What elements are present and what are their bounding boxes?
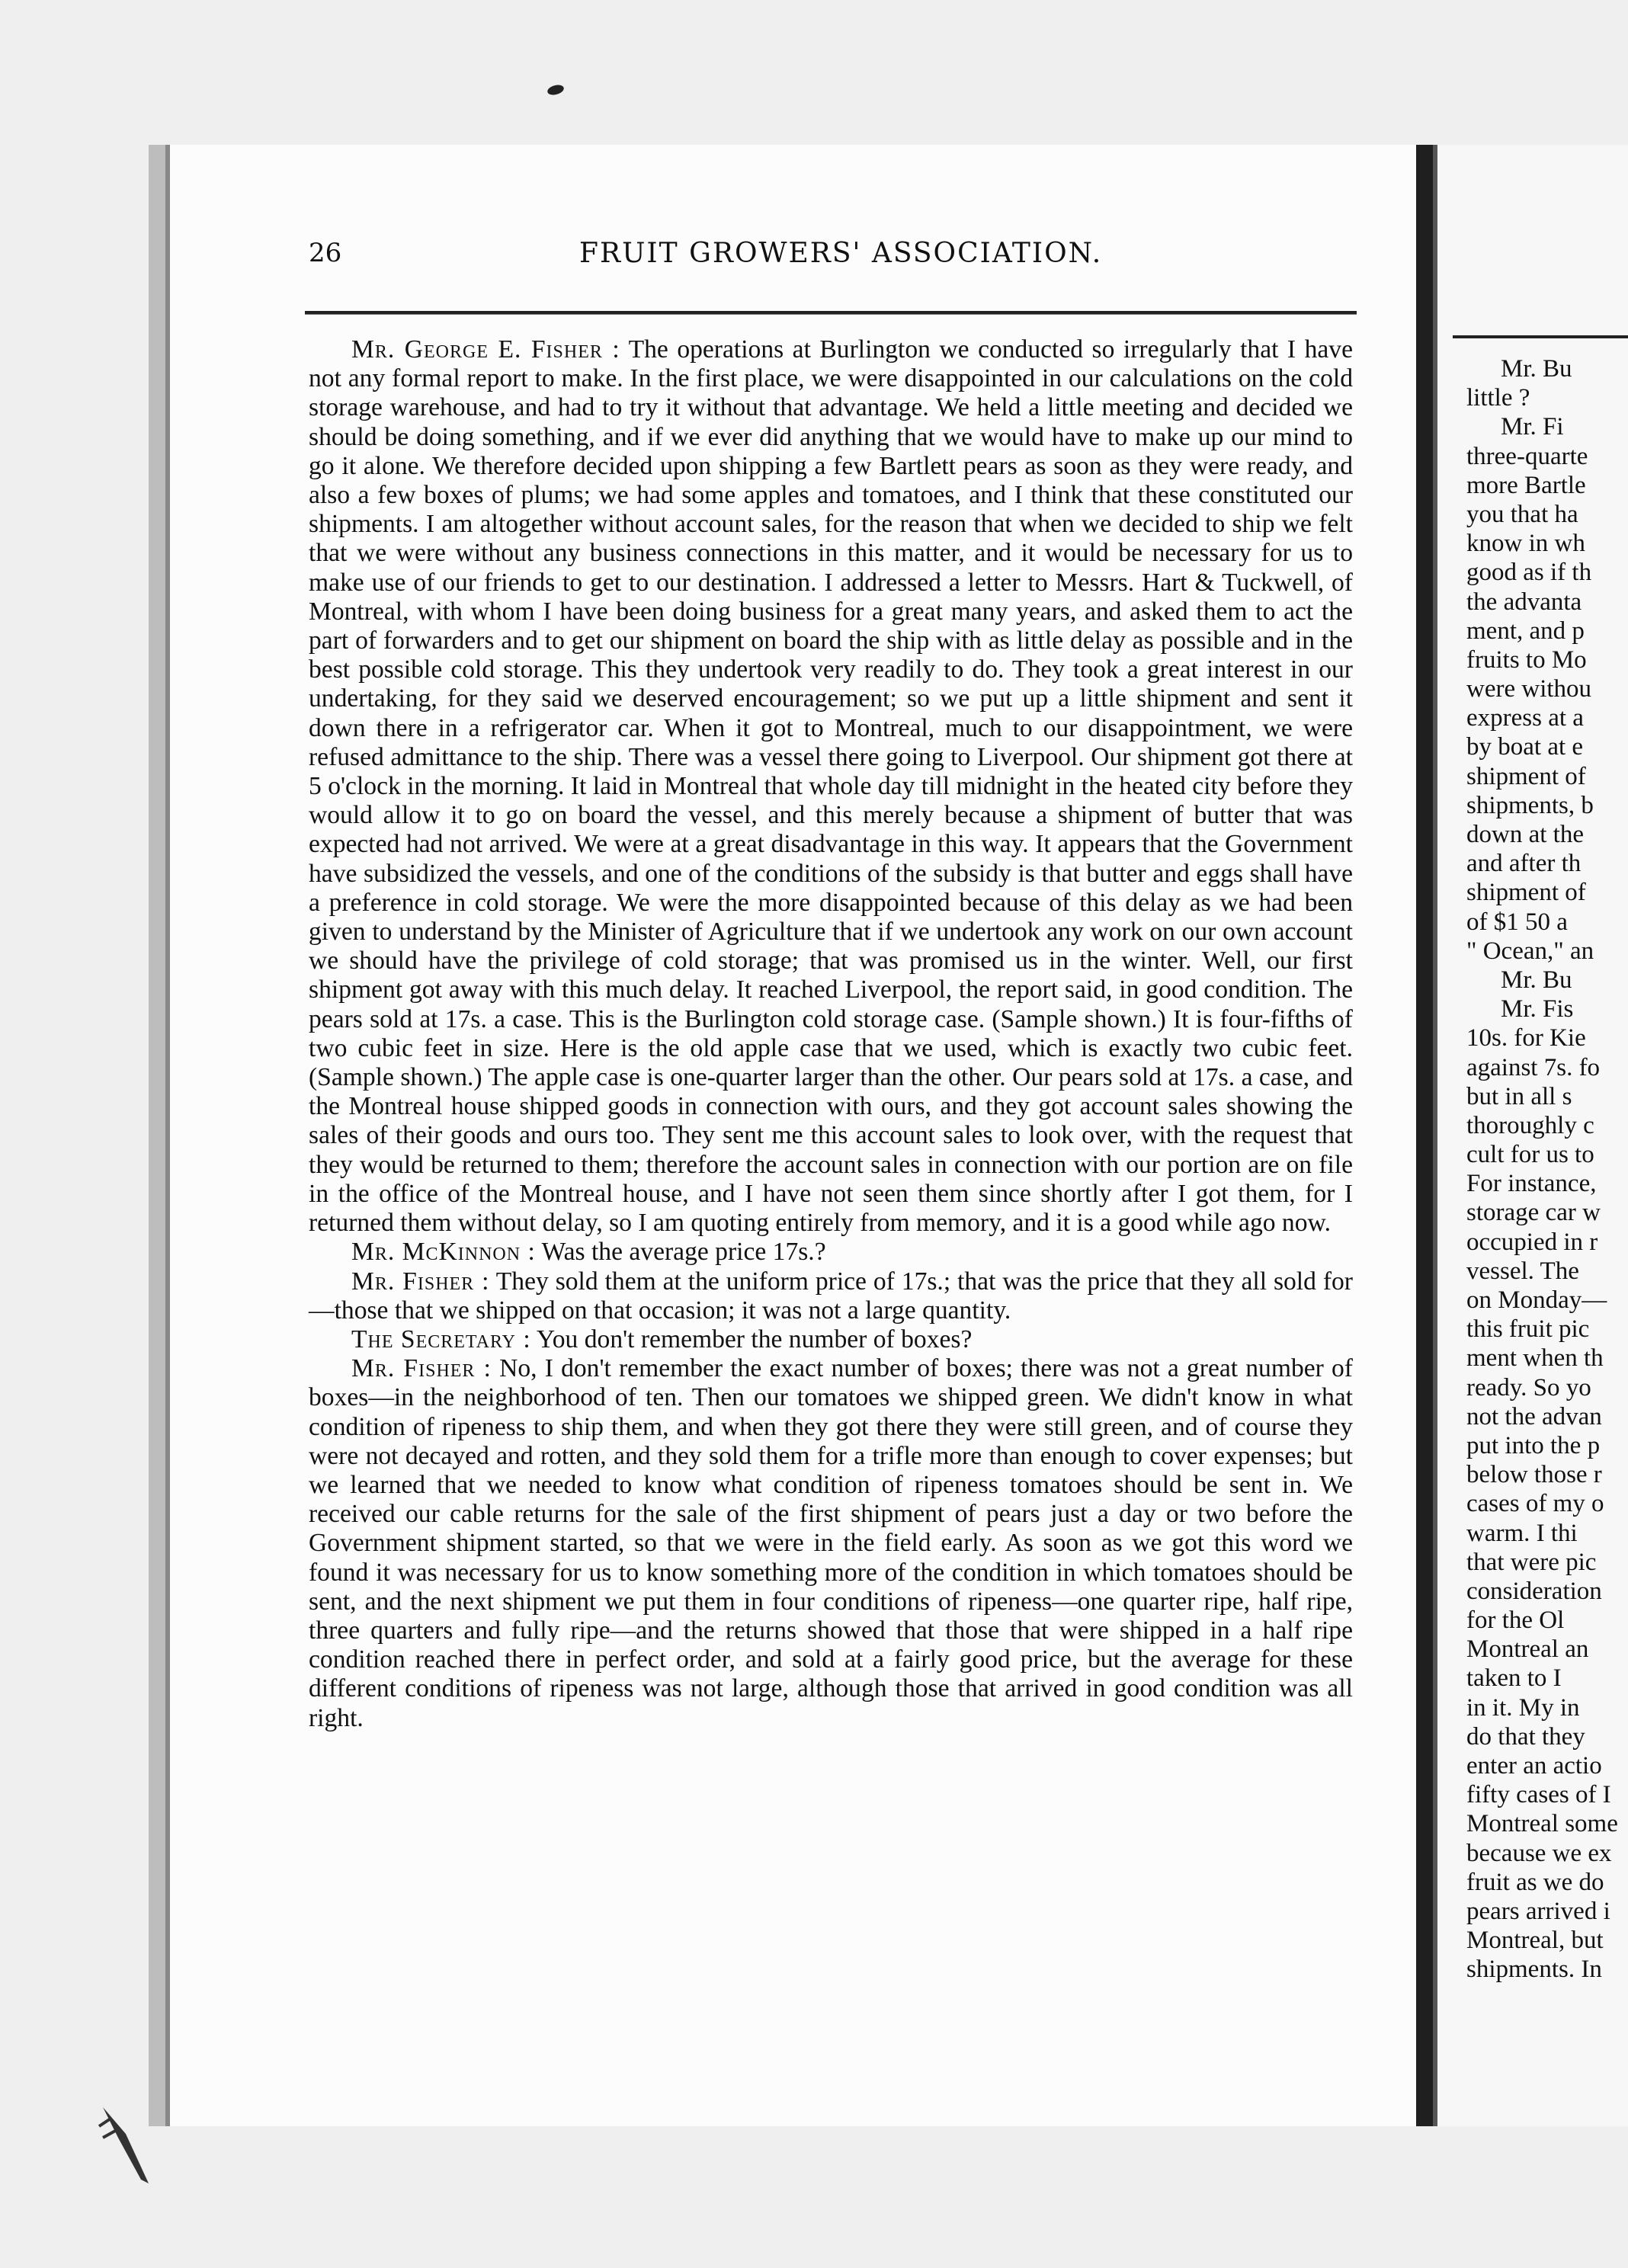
right-column-line: Mr. Bu xyxy=(1501,355,1572,383)
paragraph-fisher-2 xyxy=(309,1267,1353,1325)
running-head: FRUIT GROWERS' ASSOCIATION. xyxy=(579,238,1103,269)
paragraph-text: Was the average price 17s.? xyxy=(541,1238,826,1267)
header-rule-thin xyxy=(305,314,1357,315)
right-column-line: good as if th xyxy=(1466,559,1592,587)
right-column-line: enter an actio xyxy=(1466,1752,1602,1779)
book-gutter xyxy=(1416,145,1433,2126)
right-column-line: cult for us to xyxy=(1466,1141,1594,1169)
paragraph-text: The operations at Burlington we conducted so irregularly that I have not any formal report to make. In the first place, we were disappointed in our calculations on the cold storage warehouse, and had to try it without that advantage. We held a little meeting and decided we should be doing something, and if we ever did anything that we would have to make up our mind to go it alone. We therefore decided upon shipping a few Bartlett pears as soon as they were ready, and also a few boxes of plums; we had some apples and tomatoes, and I think that these constituted our shipments. I am altogether without account sales, for the reason that when we decided to ship we felt that we were without any business connections in this matter, and it would be necessary for us to make use of our friends to get to our destination. I addressed a letter to Messrs. Hart & Tuckwell, of Montreal, with whom I have been doing business for a great many years, and asked them to act the part of forwarders and to get our shipment on board the ship with as little delay as possible and in the best possible cold storage. This they undertook very readily to do. They took a great interest in our undertaking, for they said we deserved encouragement; so we put up a little shipment and sent it down there in a refrigerator car. When it got to Montreal, much to our disappointment, we were refused admittance to the ship. There was a vessel there going to Liverpool. Our shipment got there at 5 o'clock in the morning. It laid in Montreal that whole day till midnight in the heated city before they would allow it to go on board the vessel, and this merely because a shipment of butter that was expected had not arrived. We were at a great disadvantage in this way. It appears that the Government have subsidized the vessels, and one of the conditions of the subsidy is that butter and eggs shall have a preference in cold storage. We were the more disappointed because of this delay as we had been given to understand by the Minister of Agriculture that if we undertook any work on our own account we should have the privilege of cold storage; that was promised us in the winter. Well, our first shipment got away with this much delay. It reached Liverpool, the report said, in good condition. The pears sold at 17s. a case. This is the Burlington cold storage case. (Sample shown.) It is four-fifths of two cubic feet in size. Here is the old apple case that we used, which is exactly two cubic feet. (Sample shown.) The apple case is one-quarter larger than the other. Our pears sold at 17s. a case, and the Montreal house shipped goods in connection with ours, and they got account sales showing the sales of their goods and ours too. They sent me this account sales to look over, with the request that they would be returned to them; therefore the account sales in connection with our portion are on file in the office of the Montreal house, and I have not seen them since shortly after I got them, for I returned them without delay, so I am quoting entirely from memory, and it is a good while ago now. xyxy=(309,335,1353,1238)
right-column-line: Montreal an xyxy=(1466,1635,1589,1664)
right-column-line: shipments, b xyxy=(1466,791,1594,819)
right-column-line: because we ex xyxy=(1466,1839,1612,1867)
speaker-name: The Secretary : xyxy=(351,1325,531,1353)
paragraph-text: You don't remember the number of boxes? xyxy=(536,1325,973,1353)
right-column-line: Mr. Bu xyxy=(1501,966,1572,994)
right-column-line: express at a xyxy=(1466,704,1584,732)
right-column-line: ready. So yo xyxy=(1466,1373,1591,1401)
right-column-line: do that they xyxy=(1466,1722,1585,1751)
right-column-line: ment when th xyxy=(1466,1344,1604,1373)
speaker-name: Mr. Fisher : xyxy=(351,1354,492,1383)
right-header-rule xyxy=(1453,335,1628,338)
right-column-line: 10s. for Kie xyxy=(1466,1024,1586,1052)
right-column-line: shipment of xyxy=(1466,762,1586,790)
paragraph-mckinnon xyxy=(309,1238,1353,1267)
right-column-line: little ? xyxy=(1466,384,1530,412)
speaker-name: Mr. McKinnon : xyxy=(351,1238,536,1267)
ink-smudge xyxy=(546,83,565,96)
page-number: 26 xyxy=(309,238,342,268)
right-column-line: vessel. The xyxy=(1466,1257,1579,1285)
right-column-line: were withou xyxy=(1466,675,1592,703)
paragraph-text: They sold them at the uniform price of 17s.; that was the price that they all sold for—those that we shipped on that occasion; it was not a large quantity. xyxy=(309,1267,1353,1325)
right-column-line: you that ha xyxy=(1466,500,1578,528)
right-column-line: Mr. Fis xyxy=(1501,995,1574,1023)
right-column-line: put into the p xyxy=(1466,1431,1601,1459)
right-column-line: that were pic xyxy=(1466,1548,1597,1576)
right-column-line: Montreal some xyxy=(1466,1810,1618,1838)
right-column-line: three-quarte xyxy=(1466,442,1588,470)
right-column-line: for the Ol xyxy=(1466,1606,1565,1635)
speaker-name: Mr. Fisher : xyxy=(351,1267,490,1296)
right-column-line: taken to I xyxy=(1466,1664,1562,1693)
right-column-line: against 7s. fo xyxy=(1466,1053,1601,1081)
right-column-line: consideration xyxy=(1466,1577,1602,1605)
right-column-line: this fruit pic xyxy=(1466,1315,1590,1344)
right-column-line: not the advan xyxy=(1466,1402,1602,1430)
right-column-line: more Bartle xyxy=(1466,471,1586,499)
right-column-line: but in all s xyxy=(1466,1082,1572,1110)
right-column-line: in it. My in xyxy=(1466,1693,1580,1722)
right-column-line: For instance, xyxy=(1466,1170,1597,1198)
right-column-line: Montreal, but xyxy=(1466,1927,1604,1955)
right-column-line: fruit as we do xyxy=(1466,1868,1604,1896)
right-column-line: fruits to Mo xyxy=(1466,645,1587,674)
right-page xyxy=(1433,145,1628,2126)
right-column-line: Mr. Fi xyxy=(1501,413,1564,441)
right-column-line: below those r xyxy=(1466,1461,1602,1489)
right-column-line: occupied in r xyxy=(1466,1228,1598,1256)
body-text xyxy=(309,335,1353,1733)
right-column-line: down at the xyxy=(1466,821,1584,848)
right-column-line: know in wh xyxy=(1466,530,1585,558)
right-page-text xyxy=(1466,354,1628,1984)
right-column-line: and after th xyxy=(1466,850,1582,878)
right-column-line: cases of my o xyxy=(1466,1490,1604,1518)
right-column-line: warm. I thi xyxy=(1466,1519,1578,1547)
right-column-line: pears arrived i xyxy=(1466,1897,1610,1925)
right-column-line: shipment of xyxy=(1466,879,1586,907)
paragraph-secretary xyxy=(309,1325,1353,1354)
right-column-line: fifty cases of I xyxy=(1466,1781,1611,1809)
right-column-line: on Monday— xyxy=(1466,1286,1607,1314)
right-column-line: storage car w xyxy=(1466,1199,1601,1227)
right-column-line: shipments. In xyxy=(1466,1956,1602,1984)
paragraph-fisher-1 xyxy=(309,335,1353,1238)
right-column-line: thoroughly c xyxy=(1466,1111,1594,1139)
speaker-name: Mr. George E. Fisher : xyxy=(351,335,620,364)
paragraph-fisher-3 xyxy=(309,1354,1353,1733)
right-column-line: " Ocean," an xyxy=(1466,937,1594,965)
right-column-line: ment, and p xyxy=(1466,617,1585,645)
right-column-line: the advanta xyxy=(1466,588,1582,616)
quill-mark-icon xyxy=(95,2103,164,2187)
paragraph-text: No, I don't remember the exact number of boxes; there was not a great number of boxes—in the neighborhood of ten. Then our tomatoes we shipped green. We didn't know in what condition of ripeness to ship them, and when they got there they were still green, and of course they were not decayed and rotten, and they sold them for a trifle more than enough to cover expenses; but we learned that we needed to know what condition of ripeness tomatoes should be sent in. We received our cable returns for the sale of the first shipment of pears just a day or two before the Government shipment started, so that we were in the field early. As soon as we got this word we found it was necessary for us to know something more of the condition in which tomatoes should be sent, and the next shipment we put them in four conditions of ripeness—one quarter ripe, half ripe, three quarters and fully ripe—and the returns showed that those that were shipped in a half ripe condition reached there in perfect order, and sold at a fairly good price, but the average for these different conditions of ripeness was not large, although those that arrived in good condition was all right. xyxy=(309,1354,1353,1732)
right-column-line: by boat at e xyxy=(1466,733,1584,761)
right-column-line: of $1 50 a xyxy=(1466,908,1568,936)
